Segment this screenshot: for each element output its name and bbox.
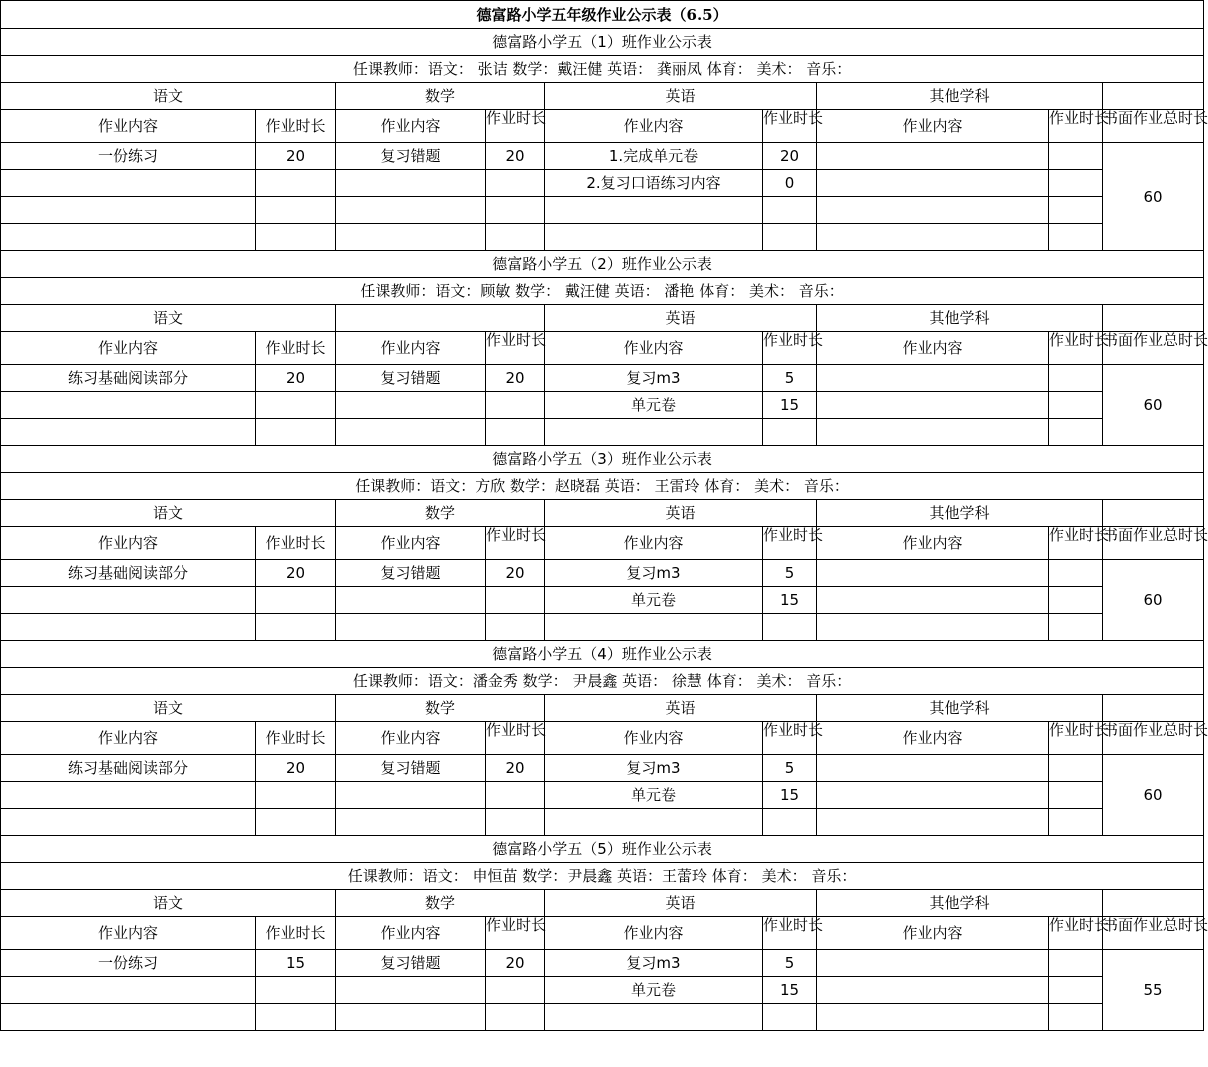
math-content-cell (336, 977, 486, 1004)
math-duration-cell: 20 (486, 755, 545, 782)
english-duration-cell: 5 (763, 950, 817, 977)
math-content-cell: 复习错题 (336, 755, 486, 782)
english-content-cell: 1.完成单元卷 (545, 143, 763, 170)
other-content-cell (817, 809, 1049, 836)
chinese-content-cell: 一份练习 (1, 950, 256, 977)
english-content-cell: 复习m3 (545, 950, 763, 977)
english-content-cell (545, 614, 763, 641)
chinese-duration-cell (256, 170, 336, 197)
other-duration-header: 作业时长 (1049, 722, 1103, 755)
english-content-cell: 复习m3 (545, 365, 763, 392)
math-duration-cell (486, 1004, 545, 1031)
other-duration-cell (1049, 950, 1103, 977)
math-content-header: 作业内容 (336, 722, 486, 755)
math-content-header: 作业内容 (336, 332, 486, 365)
other-content-header: 作业内容 (817, 722, 1049, 755)
other-content-cell (817, 419, 1049, 446)
math-content-cell (336, 197, 486, 224)
class-subtitle: 德富路小学五（3）班作业公示表 (1, 446, 1204, 473)
other-content-cell (817, 224, 1049, 251)
table-row (1, 197, 1204, 224)
subject-english-header: 英语 (545, 890, 817, 917)
english-duration-cell: 5 (763, 365, 817, 392)
english-content-cell (545, 809, 763, 836)
table-row (1, 950, 1204, 977)
chinese-duration-cell (256, 197, 336, 224)
chinese-duration-cell: 15 (256, 950, 336, 977)
other-content-cell (817, 977, 1049, 1004)
math-duration-cell: 20 (486, 950, 545, 977)
english-content-header: 作业内容 (545, 332, 763, 365)
english-duration-cell (763, 224, 817, 251)
chinese-content-cell: 一份练习 (1, 143, 256, 170)
other-duration-cell (1049, 755, 1103, 782)
math-duration-cell (486, 809, 545, 836)
math-content-cell (336, 1004, 486, 1031)
other-duration-cell (1049, 782, 1103, 809)
other-content-header: 作业内容 (817, 527, 1049, 560)
teacher-list: 任课教师：语文：方欣 数学：赵晓磊 英语： 王雷玲 体育： 美术： 音乐： (1, 473, 1204, 500)
english-duration-cell: 5 (763, 755, 817, 782)
table-row (1, 587, 1204, 614)
table-row (1, 977, 1204, 1004)
subject-total-header (1103, 695, 1204, 722)
chinese-content-header: 作业内容 (1, 527, 256, 560)
subject-chinese-header: 语文 (1, 500, 336, 527)
math-content-cell (336, 224, 486, 251)
chinese-content-cell (1, 782, 256, 809)
chinese-content-cell (1, 809, 256, 836)
math-duration-cell: 20 (486, 365, 545, 392)
subject-other-header: 其他学科 (817, 890, 1103, 917)
other-duration-cell (1049, 977, 1103, 1004)
subject-total-header (1103, 305, 1204, 332)
english-duration-cell (763, 1004, 817, 1031)
written-total-header: 书面作业总时长 (1103, 917, 1204, 950)
chinese-content-cell: 练习基础阅读部分 (1, 365, 256, 392)
math-duration-cell (486, 782, 545, 809)
table-row (1, 170, 1204, 197)
english-duration-cell: 0 (763, 170, 817, 197)
written-total-value: 60 (1103, 560, 1204, 641)
class-subtitle: 德富路小学五（1）班作业公示表 (1, 29, 1204, 56)
math-duration-header: 作业时长 (486, 332, 545, 365)
other-duration-header: 作业时长 (1049, 332, 1103, 365)
written-total-header: 书面作业总时长 (1103, 527, 1204, 560)
english-duration-cell: 15 (763, 782, 817, 809)
other-content-cell (817, 782, 1049, 809)
other-duration-cell (1049, 1004, 1103, 1031)
table-row (1, 1004, 1204, 1031)
written-total-value: 55 (1103, 950, 1204, 1031)
subject-english-header: 英语 (545, 305, 817, 332)
subject-math-header: 数学 (336, 500, 545, 527)
math-duration-header: 作业时长 (486, 722, 545, 755)
table-row (1, 809, 1204, 836)
english-duration-cell (763, 809, 817, 836)
other-duration-cell (1049, 587, 1103, 614)
subject-math-header (336, 305, 545, 332)
english-content-cell: 复习m3 (545, 560, 763, 587)
subject-chinese-header: 语文 (1, 890, 336, 917)
subject-total-header (1103, 83, 1204, 110)
table-row (1, 755, 1204, 782)
english-content-cell: 复习m3 (545, 755, 763, 782)
math-duration-cell (486, 224, 545, 251)
english-content-cell (545, 419, 763, 446)
english-duration-cell (763, 197, 817, 224)
chinese-content-header: 作业内容 (1, 332, 256, 365)
english-content-cell: 单元卷 (545, 782, 763, 809)
subject-total-header (1103, 890, 1204, 917)
chinese-duration-header: 作业时长 (256, 110, 336, 143)
other-duration-cell (1049, 419, 1103, 446)
other-content-cell (817, 560, 1049, 587)
english-content-cell: 单元卷 (545, 392, 763, 419)
other-content-cell (817, 755, 1049, 782)
math-content-cell (336, 614, 486, 641)
table-row (1, 560, 1204, 587)
math-duration-cell: 20 (486, 560, 545, 587)
chinese-content-cell: 练习基础阅读部分 (1, 755, 256, 782)
english-duration-cell (763, 614, 817, 641)
table-row (1, 419, 1204, 446)
english-duration-cell: 15 (763, 392, 817, 419)
subject-other-header: 其他学科 (817, 83, 1103, 110)
math-duration-cell (486, 197, 545, 224)
chinese-content-cell: 练习基础阅读部分 (1, 560, 256, 587)
chinese-duration-cell (256, 1004, 336, 1031)
subject-math-header: 数学 (336, 83, 545, 110)
chinese-duration-cell: 20 (256, 365, 336, 392)
class-subtitle: 德富路小学五（2）班作业公示表 (1, 251, 1204, 278)
other-duration-cell (1049, 365, 1103, 392)
math-content-cell (336, 587, 486, 614)
other-duration-header: 作业时长 (1049, 917, 1103, 950)
class-subtitle: 德富路小学五（5）班作业公示表 (1, 836, 1204, 863)
chinese-content-cell (1, 392, 256, 419)
english-content-cell: 单元卷 (545, 587, 763, 614)
chinese-duration-header: 作业时长 (256, 917, 336, 950)
chinese-duration-cell (256, 392, 336, 419)
other-content-cell (817, 950, 1049, 977)
subject-chinese-header: 语文 (1, 305, 336, 332)
chinese-duration-cell (256, 224, 336, 251)
subject-math-header: 数学 (336, 695, 545, 722)
math-content-cell (336, 809, 486, 836)
teacher-list: 任课教师：语文： 张诘 数学：戴汪健 英语： 龚丽凤 体育： 美术： 音乐： (1, 56, 1204, 83)
chinese-duration-header: 作业时长 (256, 332, 336, 365)
other-duration-cell (1049, 170, 1103, 197)
subject-chinese-header: 语文 (1, 695, 336, 722)
math-content-cell: 复习错题 (336, 560, 486, 587)
chinese-content-cell (1, 587, 256, 614)
english-content-header: 作业内容 (545, 110, 763, 143)
chinese-duration-cell: 20 (256, 560, 336, 587)
english-duration-header: 作业时长 (763, 332, 817, 365)
other-content-cell (817, 1004, 1049, 1031)
math-duration-cell (486, 419, 545, 446)
english-duration-header: 作业时长 (763, 722, 817, 755)
subject-english-header: 英语 (545, 500, 817, 527)
other-duration-header: 作业时长 (1049, 110, 1103, 143)
math-content-cell: 复习错题 (336, 950, 486, 977)
other-content-header: 作业内容 (817, 332, 1049, 365)
math-content-cell: 复习错题 (336, 143, 486, 170)
other-content-cell (817, 392, 1049, 419)
chinese-content-header: 作业内容 (1, 722, 256, 755)
table-row (1, 782, 1204, 809)
table-row (1, 365, 1204, 392)
teacher-list: 任课教师：语文：顾敏 数学： 戴汪健 英语： 潘艳 体育： 美术： 音乐： (1, 278, 1204, 305)
subject-math-header: 数学 (336, 890, 545, 917)
chinese-content-cell (1, 1004, 256, 1031)
other-duration-cell (1049, 809, 1103, 836)
math-content-cell: 复习错题 (336, 365, 486, 392)
math-content-cell (336, 170, 486, 197)
english-content-header: 作业内容 (545, 527, 763, 560)
teacher-list: 任课教师：语文：潘金秀 数学： 尹晨鑫 英语： 徐慧 体育： 美术： 音乐： (1, 668, 1204, 695)
chinese-content-cell (1, 614, 256, 641)
english-content-header: 作业内容 (545, 917, 763, 950)
chinese-content-header: 作业内容 (1, 110, 256, 143)
chinese-content-cell (1, 977, 256, 1004)
written-total-header: 书面作业总时长 (1103, 110, 1204, 143)
other-content-cell (817, 143, 1049, 170)
other-duration-cell (1049, 560, 1103, 587)
written-total-header: 书面作业总时长 (1103, 332, 1204, 365)
english-content-header: 作业内容 (545, 722, 763, 755)
english-duration-cell: 20 (763, 143, 817, 170)
math-duration-cell (486, 977, 545, 1004)
english-content-cell (545, 197, 763, 224)
other-content-header: 作业内容 (817, 917, 1049, 950)
chinese-content-header: 作业内容 (1, 917, 256, 950)
sheet-title: 德富路小学五年级作业公示表（6.5） (1, 1, 1204, 29)
written-total-value: 60 (1103, 365, 1204, 446)
subject-other-header: 其他学科 (817, 305, 1103, 332)
math-content-header: 作业内容 (336, 527, 486, 560)
subject-english-header: 英语 (545, 695, 817, 722)
math-duration-cell (486, 587, 545, 614)
english-duration-cell: 15 (763, 587, 817, 614)
subject-other-header: 其他学科 (817, 695, 1103, 722)
teacher-list: 任课教师：语文： 申恒苗 数学：尹晨鑫 英语：王蕾玲 体育： 美术： 音乐： (1, 863, 1204, 890)
subject-total-header (1103, 500, 1204, 527)
math-duration-cell (486, 170, 545, 197)
math-duration-cell: 20 (486, 143, 545, 170)
math-content-header: 作业内容 (336, 110, 486, 143)
subject-other-header: 其他学科 (817, 500, 1103, 527)
english-content-cell (545, 224, 763, 251)
other-duration-header: 作业时长 (1049, 527, 1103, 560)
english-duration-header: 作业时长 (763, 110, 817, 143)
math-duration-header: 作业时长 (486, 527, 545, 560)
other-content-cell (817, 365, 1049, 392)
other-duration-cell (1049, 143, 1103, 170)
other-duration-cell (1049, 197, 1103, 224)
math-duration-header: 作业时长 (486, 917, 545, 950)
chinese-content-cell (1, 224, 256, 251)
other-content-cell (817, 197, 1049, 224)
chinese-duration-cell (256, 977, 336, 1004)
chinese-duration-header: 作业时长 (256, 527, 336, 560)
other-duration-cell (1049, 614, 1103, 641)
other-content-header: 作业内容 (817, 110, 1049, 143)
english-duration-cell: 15 (763, 977, 817, 1004)
other-content-cell (817, 170, 1049, 197)
english-duration-cell (763, 419, 817, 446)
math-duration-cell (486, 392, 545, 419)
math-content-header: 作业内容 (336, 917, 486, 950)
class-subtitle: 德富路小学五（4）班作业公示表 (1, 641, 1204, 668)
chinese-content-cell (1, 170, 256, 197)
math-content-cell (336, 782, 486, 809)
math-duration-cell (486, 614, 545, 641)
chinese-content-cell (1, 419, 256, 446)
other-content-cell (817, 614, 1049, 641)
math-duration-header: 作业时长 (486, 110, 545, 143)
other-duration-cell (1049, 392, 1103, 419)
english-content-cell: 单元卷 (545, 977, 763, 1004)
written-total-value: 60 (1103, 755, 1204, 836)
chinese-duration-cell (256, 614, 336, 641)
chinese-duration-cell: 20 (256, 143, 336, 170)
math-content-cell (336, 419, 486, 446)
chinese-duration-cell (256, 587, 336, 614)
other-content-cell (817, 587, 1049, 614)
other-duration-cell (1049, 224, 1103, 251)
table-row (1, 614, 1204, 641)
chinese-duration-cell (256, 809, 336, 836)
chinese-duration-cell (256, 782, 336, 809)
math-content-cell (336, 392, 486, 419)
table-row (1, 392, 1204, 419)
chinese-duration-header: 作业时长 (256, 722, 336, 755)
english-content-cell (545, 1004, 763, 1031)
english-duration-header: 作业时长 (763, 527, 817, 560)
subject-chinese-header: 语文 (1, 83, 336, 110)
written-total-value: 60 (1103, 143, 1204, 251)
english-duration-cell: 5 (763, 560, 817, 587)
chinese-duration-cell (256, 419, 336, 446)
english-duration-header: 作业时长 (763, 917, 817, 950)
chinese-content-cell (1, 197, 256, 224)
chinese-duration-cell: 20 (256, 755, 336, 782)
table-row (1, 224, 1204, 251)
english-content-cell: 2.复习口语练习内容 (545, 170, 763, 197)
written-total-header: 书面作业总时长 (1103, 722, 1204, 755)
table-row (1, 143, 1204, 170)
subject-english-header: 英语 (545, 83, 817, 110)
